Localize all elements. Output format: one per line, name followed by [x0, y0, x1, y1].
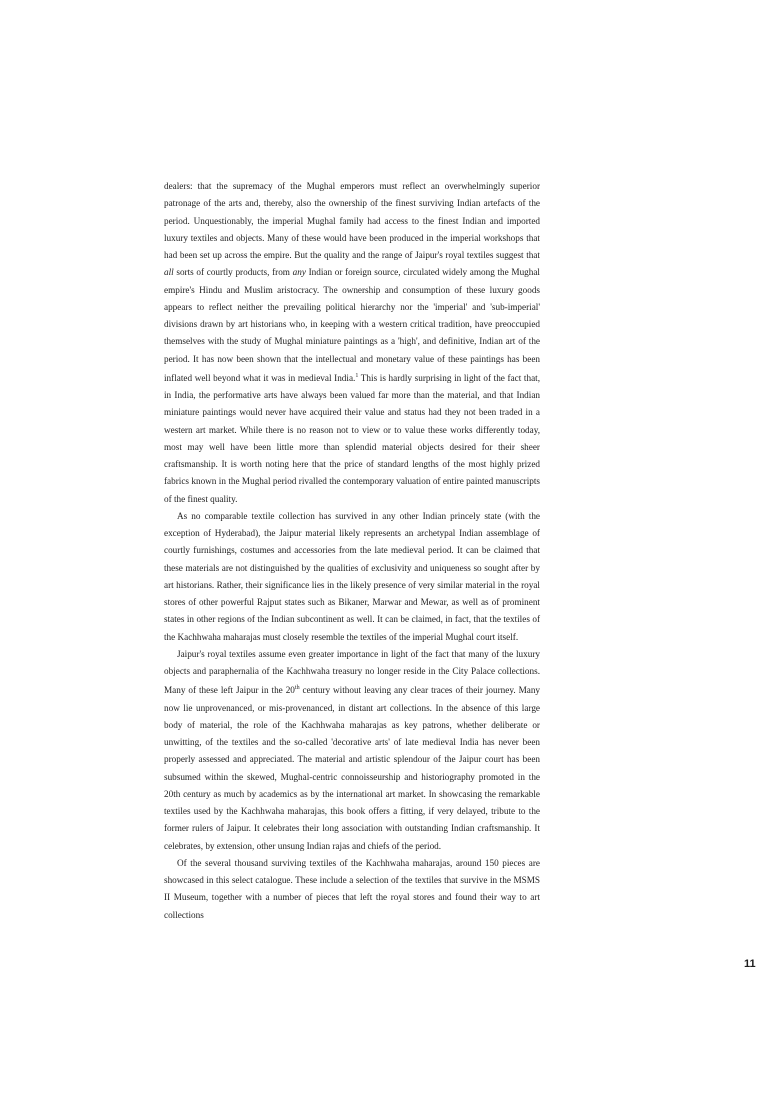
paragraph-4: Of the several thousand surviving textiles of the Kachhwaha maharajas, around 150 pieces are showcased in this select catalogue. These include a selection of the textiles that survive in the MSMS II Museum, together with a number of pieces that left the royal stores and found their way to art collections [164, 857, 540, 920]
paragraph-1-part-4: This is hardly surprising in light of the fact that, in India, the performative arts have always been valued far more than the material, and that Indian miniature paintings would never have acquired their value and status had they not been traded in a western art market. While there is no reason not to view or to value these works differently today, most may well have been little more than splendid material objects desired for their sheer craftsmanship. It is worth noting here that the price of standard lengths of the most highly prized fabrics known in the Mughal period rivalled the contemporary valuation of entire painted manuscripts of the finest quality. [164, 372, 540, 504]
paragraph-1-part-3: Indian or foreign source, circulated widely among the Mughal empire's Hindu and Muslim aristocracy. The ownership and consumption of these luxury goods appears to reflect neither the prevailing political hierarchy nor the 'imperial' and 'sub-imperial' divisions drawn by art historians who, in keeping with a western critical tradition, have preoccupied themselves with the study of Mughal miniature paintings as a 'high', and definitive, Indian art of the period. It has now been shown that the intellectual and monetary value of these paintings has been inflated well beyond what it was in medieval India. [164, 267, 540, 383]
body-text [164, 178, 540, 924]
page-number: 11 [744, 958, 756, 970]
paragraph-3-part-2: century without leaving any clear traces of their journey. Many now lie unprovenanced, or mis-provenanced, in distant art collections. In the absence of this large body of material, the role of the Kachhwaha maharajas as key patrons, whether deliberate or unwitting, of the textiles and the so-called 'decorative arts' of late medieval India has never been properly assessed and appreciated. The material and artistic splendour of the Jaipur court has been subsumed within the skewed, Mughal-centric connoisseurship and historiography promoted in the 20th century as much by academics as by the international art market. In showcasing the remarkable textiles used by the Kachhwaha maharajas, this book offers a fitting, if very delayed, tribute to the former rulers of Jaipur. It celebrates their long association with outstanding Indian craftsmanship. It celebrates, by extension, other unsung Indian rajas and chiefs of the period. [164, 685, 541, 851]
footnote-marker: 1 [355, 372, 359, 379]
emphasis-all: all [164, 267, 174, 278]
paragraph-1-part-2: sorts of courtly products, from [173, 267, 293, 278]
paragraph-1-part-1: dealers: that the supremacy of the Mughal emperors must reflect an overwhelmingly superior patronage of the arts and, thereby, also the ownership of the finest surviving Indian artefacts of the period. Unquestionably, the imperial Mughal family had access to the finest Indian and imported luxury textiles and objects. Many of these would have been produced in the imperial workshops that had been set up across the empire. But the quality and the range of Jaipur's royal textiles suggest that [164, 181, 540, 260]
ordinal-suffix: th [294, 685, 300, 692]
paragraph-1 [164, 178, 540, 508]
paragraph-2: As no comparable textile collection has survived in any other Indian princely state (with the exception of Hyderabad), the Jaipur material likely represents an archetypal Indian assemblage of courtly furnishings, costumes and accessories from the late medieval period. It can be claimed that these materials are not distinguished by the qualities of exclusivity and uniqueness so sought after by art historians. Rather, their significance lies in the likely presence of very similar material in the royal stores of other powerful Rajput states such as Bikaner, Marwar and Mewar, as well as of prominent states in other regions of the Indian subcontinent as well. It can be claimed, in fact, that the textiles of the Kachhwaha maharajas must closely resemble the textiles of the imperial Mughal court itself. [164, 510, 540, 642]
paragraph-3-part-1: Jaipur's royal textiles assume even greater importance in light of the fact that many of the luxury objects and paraphernalia of the Kachhwaha treasury no longer reside in the City Palace collections. Many of these left Jaipur in the 20 [164, 648, 540, 696]
emphasis-any: any [292, 267, 306, 278]
paragraph-3 [164, 646, 540, 855]
